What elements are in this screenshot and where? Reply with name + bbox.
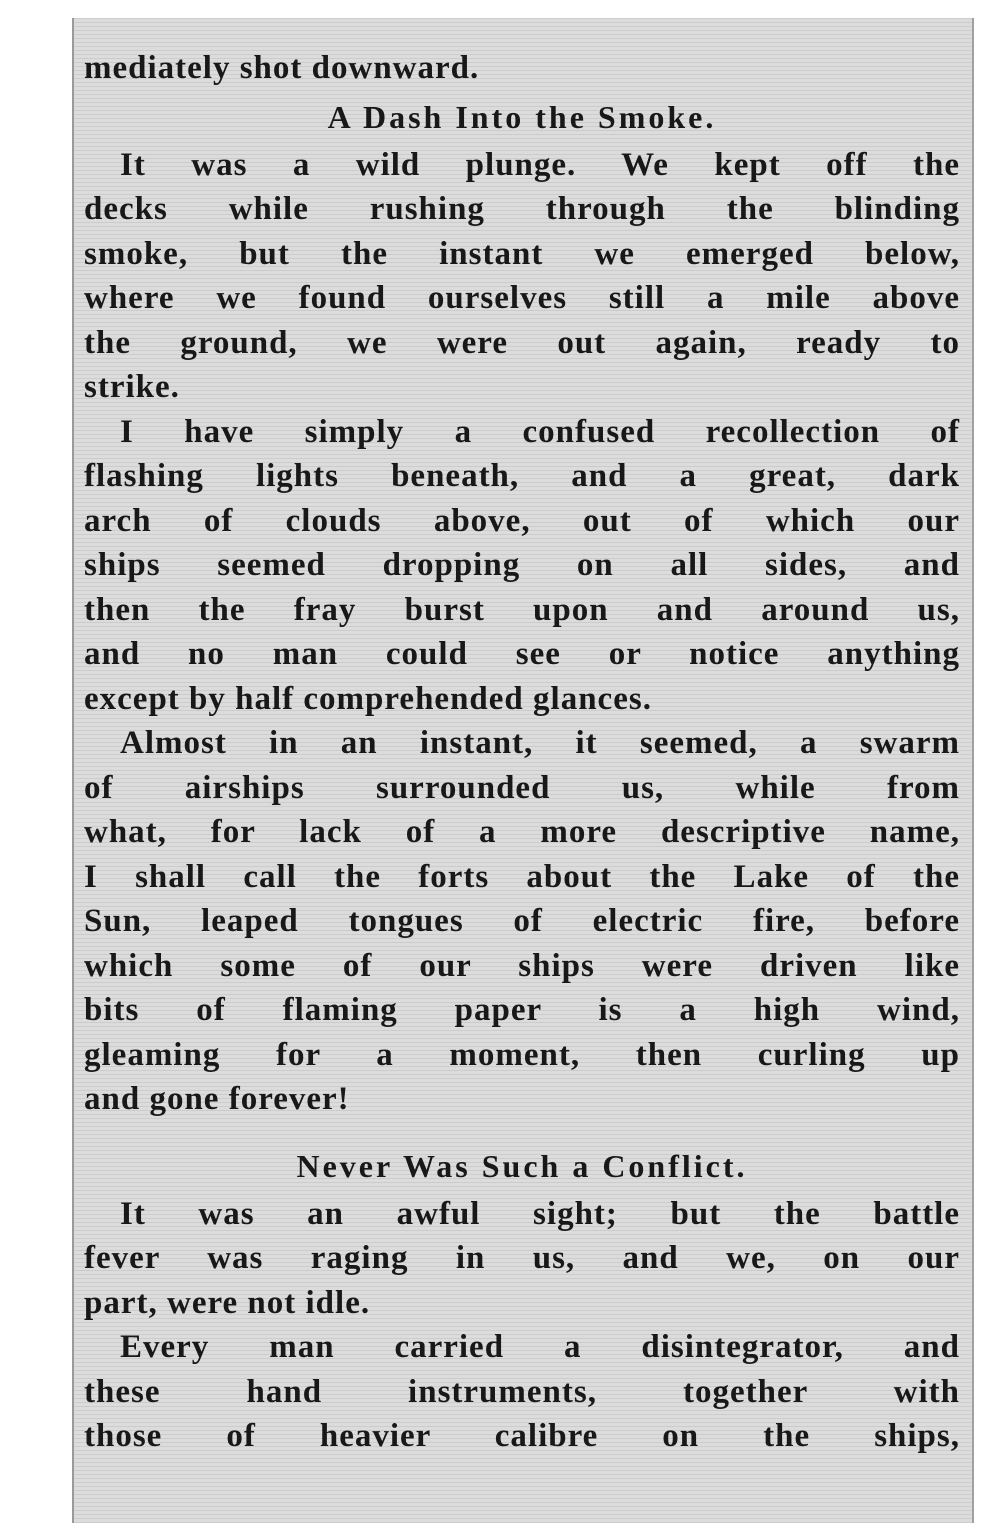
article-column xyxy=(84,46,960,1459)
text-line: bits of flaming paper is a high wind, xyxy=(84,992,960,1028)
text-line: and no man could see or notice anything xyxy=(84,636,960,672)
text-line: part, were not idle. xyxy=(84,1284,371,1321)
text-line: ships seemed dropping on all sides, and xyxy=(84,547,960,583)
text-line: Every man carried a disintegrator, and xyxy=(120,1329,960,1365)
text-line: It was a wild plunge. We kept off the xyxy=(120,146,960,183)
section-heading: A Dash Into the Smoke. xyxy=(327,98,717,135)
text-line: and gone forever! xyxy=(84,1081,350,1117)
text-line: mediately shot downward. xyxy=(84,50,480,86)
text-line: smoke, but the instant we emerged below, xyxy=(84,235,960,272)
text-line: the ground, we were out again, ready to xyxy=(84,324,960,361)
text-line: decks while rushing through the blinding xyxy=(84,191,960,227)
text-line: Almost in an instant, it seemed, a swarm xyxy=(120,725,960,761)
text-line: gleaming for a moment, then curling up xyxy=(84,1036,960,1073)
text-line: where we found ourselves still a mile above xyxy=(84,280,960,316)
text-line: It was an awful sight; but the battle xyxy=(120,1195,960,1232)
text-line: those of heavier calibre on the ships, xyxy=(84,1418,960,1454)
text-line: what, for lack of a more descriptive name, xyxy=(84,814,960,850)
text-line: strike. xyxy=(84,369,180,405)
newspaper-clipping xyxy=(72,18,974,1523)
text-line: I shall call the forts about the Lake of the xyxy=(84,858,960,895)
text-line: which some of our ships were driven like xyxy=(84,947,960,984)
text-line: fever was raging in us, and we, on our xyxy=(84,1240,960,1276)
text-line: arch of clouds above, out of which our xyxy=(84,502,960,539)
text-line: flashing lights beneath, and a great, dark xyxy=(84,458,960,494)
section-heading: Never Was Such a Conflict. xyxy=(296,1147,748,1184)
text-line: except by half comprehended glances. xyxy=(84,680,652,717)
text-line: of airships surrounded us, while from xyxy=(84,769,960,806)
text-line: Sun, leaped tongues of electric fire, before xyxy=(84,903,960,939)
spacer xyxy=(84,1122,960,1140)
text-line: these hand instruments, together with xyxy=(84,1373,960,1410)
text-line: I have simply a confused recollection of xyxy=(120,413,960,450)
text-line: then the fray burst upon and around us, xyxy=(84,591,960,628)
